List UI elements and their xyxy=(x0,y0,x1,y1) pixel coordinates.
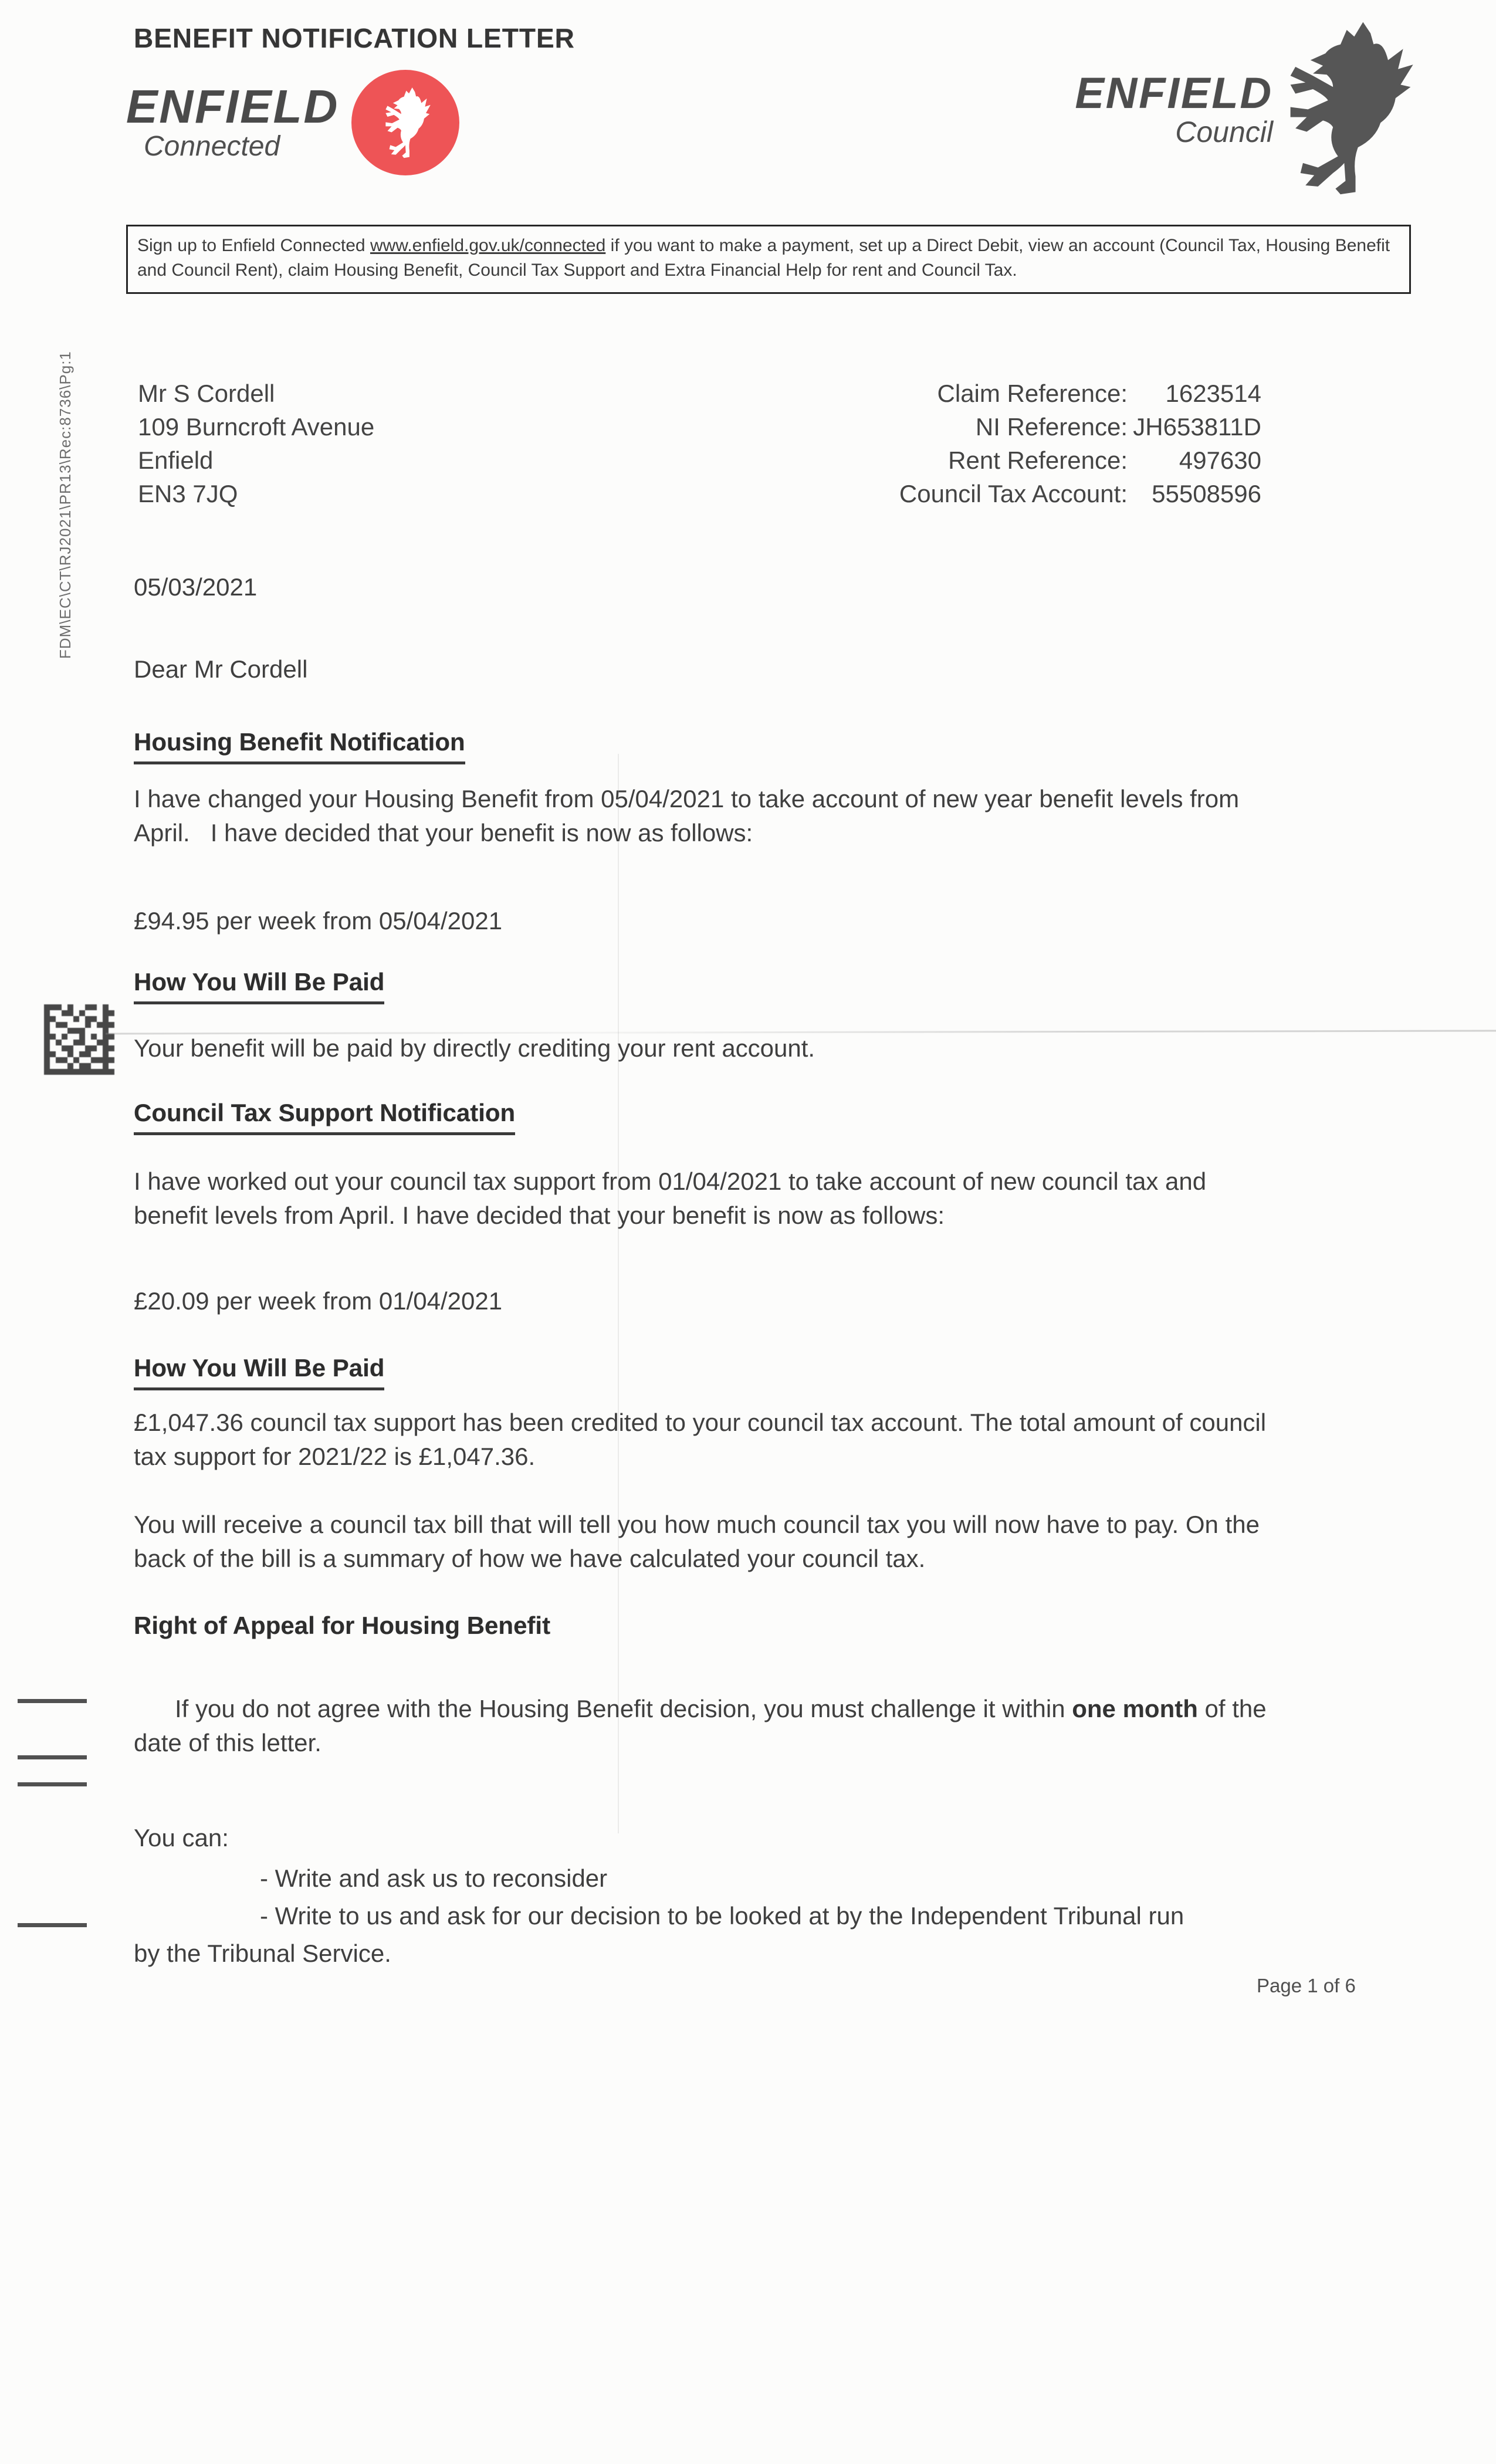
council-tax-support-amount: £20.09 per week from 01/04/2021 xyxy=(134,1287,503,1315)
para-housing-benefit-change: I have changed your Housing Benefit from 05/04/2021 to take account of new year benefit levels from April. I have decided that your benefit is now as follows: xyxy=(134,785,1245,847)
reference-block xyxy=(839,377,1261,510)
para-council-tax-support: I have worked out your council tax support from 01/04/2021 to take account of new council tax and benefit levels from April. I have decided that your benefit is now as follows: xyxy=(134,1167,1213,1229)
page-indicator: Page 1 of 6 xyxy=(1257,1975,1356,1996)
appeal-text-post: of the date of this letter. xyxy=(134,1695,1274,1756)
letter-body xyxy=(134,570,1272,1972)
salutation: Dear Mr Cordell xyxy=(134,655,308,683)
doc-title: BENEFIT NOTIFICATION LETTER xyxy=(134,23,575,53)
scan-artifact-vertical-streak xyxy=(618,754,619,1833)
rent-reference-value: 497630 xyxy=(1179,446,1261,474)
ni-reference-label: NI Reference: xyxy=(975,413,1128,441)
para-appeal xyxy=(134,1658,1272,1794)
fold-mark xyxy=(18,1782,87,1786)
appeal-option-tribunal xyxy=(134,1897,1272,1972)
para-council-tax-bill: You will receive a council tax bill that will tell you how much council tax you will now have to pay. On the back of the bill is a summary of how we have calculated your council tax. xyxy=(134,1511,1267,1572)
ni-reference-row xyxy=(839,410,1261,444)
enfield-connected-logo-subtitle: Connected xyxy=(144,131,280,162)
para-payment-method: Your benefit will be paid by directly crediting your rent account. xyxy=(134,1034,815,1062)
you-can-label: You can: xyxy=(134,1824,229,1852)
heading-right-of-appeal: Right of Appeal for Housing Benefit xyxy=(134,1612,551,1639)
enfield-beast-red-circle-icon xyxy=(351,69,460,176)
claim-reference-row xyxy=(839,377,1261,410)
rent-reference-row xyxy=(839,444,1261,477)
datamatrix-barcode xyxy=(44,1004,114,1075)
council-tax-account-value: 55508596 xyxy=(1152,480,1261,507)
recipient-town: Enfield xyxy=(138,446,214,474)
rent-reference-label: Rent Reference: xyxy=(948,446,1128,474)
enfield-council-logo-subtitle: Council xyxy=(1175,116,1273,148)
heading-housing-benefit-notification: Housing Benefit Notification xyxy=(134,725,465,764)
letter-date: 05/03/2021 xyxy=(134,573,258,601)
heading-council-tax-support-notification: Council Tax Support Notification xyxy=(134,1096,515,1135)
signup-url: www.enfield.gov.uk/connected xyxy=(370,236,606,255)
fold-mark xyxy=(18,1755,87,1759)
appeal-deadline: one month xyxy=(1072,1695,1198,1722)
appeal-option-tribunal-line1: - Write to us and ask for our decision to be looked at by the Independent Tribunal run xyxy=(260,1902,1184,1930)
appeal-option-reconsider: - Write and ask us to reconsider xyxy=(260,1864,608,1892)
heading-how-you-will-be-paid-1: How You Will Be Paid xyxy=(134,965,384,1004)
enfield-council-logo-title: ENFIELD xyxy=(1075,69,1273,117)
para-credited-amount: £1,047.36 council tax support has been credited to your council tax account. The total amount of council tax support for 2021/22 is £1,047.36. xyxy=(134,1409,1273,1470)
enfield-connected-signup-notice xyxy=(126,225,1411,294)
enfield-connected-logo-title: ENFIELD xyxy=(126,80,340,133)
claim-reference-value: 1623514 xyxy=(1165,380,1261,407)
enfield-council-logo xyxy=(991,18,1426,197)
claim-reference-label: Claim Reference: xyxy=(937,380,1128,407)
recipient-postcode: EN3 7JQ xyxy=(138,480,238,507)
enfield-beast-gray-icon xyxy=(1275,18,1426,197)
council-tax-account-label: Council Tax Account: xyxy=(899,480,1128,507)
signup-text-after-link: if you want to make a payment, set up a Direct Debit, view an account (Council Tax, Housing Benefit and Council Rent), claim Housing Benefit, Council Tax Support and Extra Financial Help for rent and Council Tax. xyxy=(137,236,1390,280)
council-tax-account-row xyxy=(839,477,1261,510)
recipient-street: 109 Burncroft Avenue xyxy=(138,413,375,441)
heading-how-you-will-be-paid-2: How You Will Be Paid xyxy=(134,1351,384,1390)
appeal-text-pre: If you do not agree with the Housing Benefit decision, you must challenge it within xyxy=(175,1695,1072,1722)
signup-text-before-link: Sign up to Enfield Connected xyxy=(137,236,370,255)
appeal-option-tribunal-line2: by the Tribunal Service. xyxy=(134,1940,391,1967)
enfield-connected-logo xyxy=(126,69,460,176)
recipient-address-block xyxy=(138,377,374,510)
filing-reference-vertical-code: FDM\EC\CT\RJ2021\PR13\Rec:8736\Pg:1 xyxy=(56,351,74,659)
fold-mark xyxy=(18,1699,87,1703)
ni-reference-value: JH653811D xyxy=(1133,413,1261,441)
recipient-name: Mr S Cordell xyxy=(138,380,275,407)
fold-mark xyxy=(18,1923,87,1927)
housing-benefit-amount: £94.95 per week from 05/04/2021 xyxy=(134,907,503,935)
